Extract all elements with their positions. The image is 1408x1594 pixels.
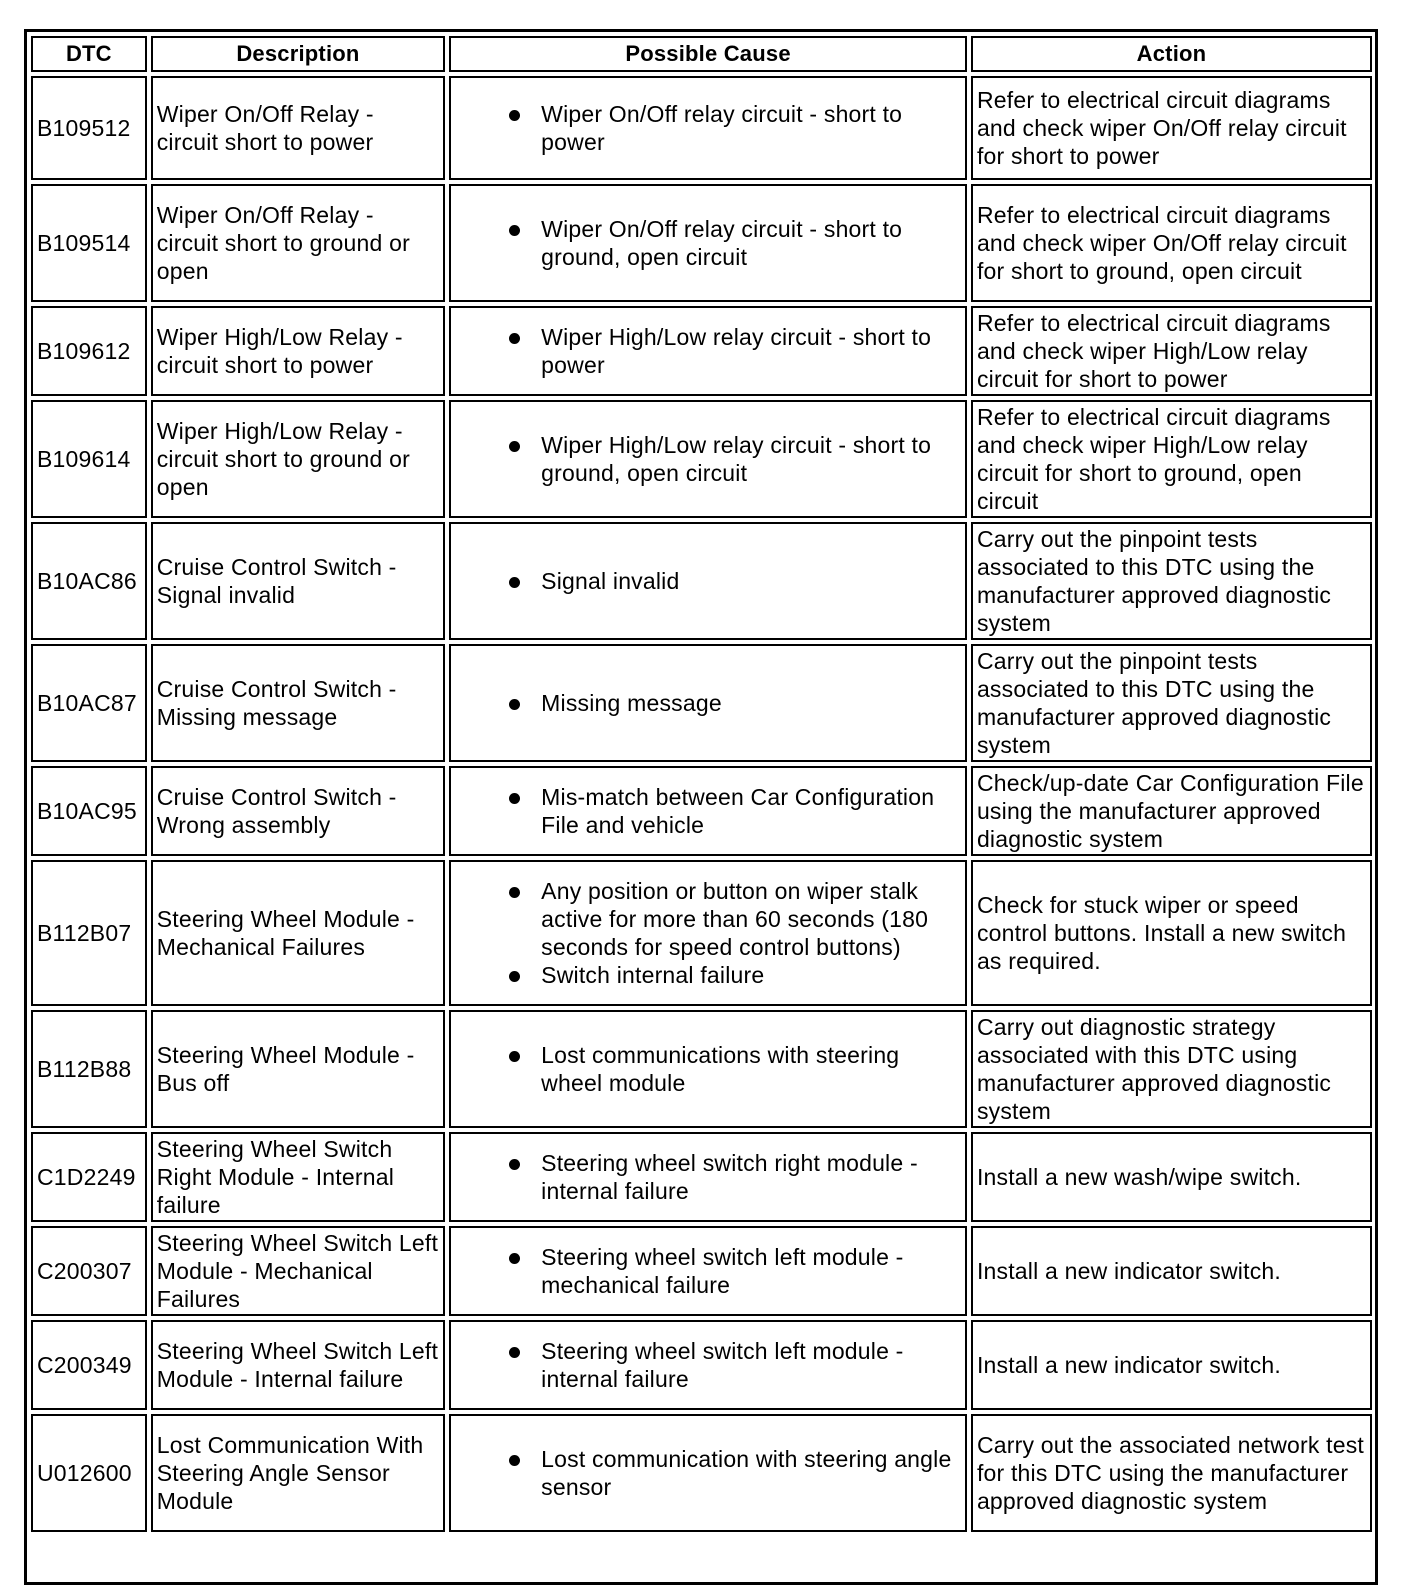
dtc-code: B10AC86 <box>31 522 147 640</box>
possible-cause <box>449 1010 967 1128</box>
table-row <box>31 1226 1372 1316</box>
possible-cause <box>449 1132 967 1222</box>
dtc-action: Refer to electrical circuit diagrams and check wiper On/Off relay circuit for short to ground, open circuit <box>971 184 1372 302</box>
dtc-code: C1D2249 <box>31 1132 147 1222</box>
cause-item: Missing message <box>541 689 961 717</box>
header-description: Description <box>151 36 445 72</box>
header-possible-cause: Possible Cause <box>449 36 967 72</box>
possible-cause <box>449 1414 967 1532</box>
possible-cause <box>449 400 967 518</box>
dtc-code: B10AC87 <box>31 644 147 762</box>
dtc-action: Refer to electrical circuit diagrams and check wiper On/Off relay circuit for short to power <box>971 76 1372 180</box>
dtc-description: Wiper On/Off Relay - circuit short to power <box>151 76 445 180</box>
table-row <box>31 76 1372 180</box>
cause-item: Wiper High/Low relay circuit - short to ground, open circuit <box>541 431 961 487</box>
dtc-action: Carry out the pinpoint tests associated to this DTC using the manufacturer approved diagnostic system <box>971 644 1372 762</box>
table-row <box>31 522 1372 640</box>
table-row <box>31 766 1372 856</box>
possible-cause <box>449 184 967 302</box>
cause-item: Steering wheel switch left module - mechanical failure <box>541 1243 961 1299</box>
cause-item: Mis-match between Car Configuration File and vehicle <box>541 783 961 839</box>
header-dtc: DTC <box>31 36 147 72</box>
table-row <box>31 644 1372 762</box>
dtc-action: Refer to electrical circuit diagrams and check wiper High/Low relay circuit for short to ground, open circuit <box>971 400 1372 518</box>
cause-list <box>455 323 961 379</box>
cause-item: Wiper High/Low relay circuit - short to power <box>541 323 961 379</box>
dtc-description: Steering Wheel Switch Right Module - Internal failure <box>151 1132 445 1222</box>
cause-item: Wiper On/Off relay circuit - short to ground, open circuit <box>541 215 961 271</box>
dtc-action: Check/up-date Car Configuration File using the manufacturer approved diagnostic system <box>971 766 1372 856</box>
dtc-action: Install a new wash/wipe switch. <box>971 1132 1372 1222</box>
possible-cause <box>449 76 967 180</box>
dtc-code: B109512 <box>31 76 147 180</box>
possible-cause <box>449 644 967 762</box>
table-row <box>31 1010 1372 1128</box>
cause-item: Any position or button on wiper stalk active for more than 60 seconds (180 seconds for speed control buttons) <box>541 877 961 961</box>
possible-cause <box>449 860 967 1006</box>
cause-item: Steering wheel switch left module - internal failure <box>541 1337 961 1393</box>
possible-cause <box>449 766 967 856</box>
cause-item: Wiper On/Off relay circuit - short to power <box>541 100 961 156</box>
dtc-code: B112B07 <box>31 860 147 1006</box>
dtc-action: Install a new indicator switch. <box>971 1226 1372 1316</box>
cause-list <box>455 877 961 989</box>
possible-cause <box>449 522 967 640</box>
table-row <box>31 1132 1372 1222</box>
dtc-code: U012600 <box>31 1414 147 1532</box>
cause-list <box>455 100 961 156</box>
dtc-description: Cruise Control Switch - Signal invalid <box>151 522 445 640</box>
dtc-action: Refer to electrical circuit diagrams and check wiper High/Low relay circuit for short to power <box>971 306 1372 396</box>
cause-item: Steering wheel switch right module - internal failure <box>541 1149 961 1205</box>
table-row <box>31 400 1372 518</box>
dtc-action: Carry out the associated network test for this DTC using the manufacturer approved diagnostic system <box>971 1414 1372 1532</box>
dtc-description: Steering Wheel Switch Left Module - Mechanical Failures <box>151 1226 445 1316</box>
dtc-action: Install a new indicator switch. <box>971 1320 1372 1410</box>
cause-list <box>455 1337 961 1393</box>
cause-list <box>455 431 961 487</box>
dtc-code: C200349 <box>31 1320 147 1410</box>
header-row <box>31 36 1372 72</box>
possible-cause <box>449 306 967 396</box>
cause-list <box>455 1445 961 1501</box>
possible-cause <box>449 1320 967 1410</box>
table-row <box>31 184 1372 302</box>
table-row <box>31 306 1372 396</box>
dtc-code: B109514 <box>31 184 147 302</box>
cause-item: Signal invalid <box>541 567 961 595</box>
dtc-code: B10AC95 <box>31 766 147 856</box>
table-row <box>31 1414 1372 1532</box>
dtc-description: Steering Wheel Switch Left Module - Internal failure <box>151 1320 445 1410</box>
dtc-description: Wiper High/Low Relay - circuit short to ground or open <box>151 400 445 518</box>
cause-list <box>455 689 961 717</box>
cause-list <box>455 783 961 839</box>
table-body <box>31 76 1372 1532</box>
dtc-description: Cruise Control Switch - Missing message <box>151 644 445 762</box>
dtc-description: Cruise Control Switch - Wrong assembly <box>151 766 445 856</box>
dtc-action: Carry out diagnostic strategy associated with this DTC using manufacturer approved diagnostic system <box>971 1010 1372 1128</box>
cause-list <box>455 567 961 595</box>
cause-item: Lost communication with steering angle sensor <box>541 1445 961 1501</box>
dtc-table <box>27 32 1376 1536</box>
dtc-action: Check for stuck wiper or speed control buttons. Install a new switch as required. <box>971 860 1372 1006</box>
table-row <box>31 860 1372 1006</box>
dtc-description: Steering Wheel Module - Bus off <box>151 1010 445 1128</box>
dtc-code: B109614 <box>31 400 147 518</box>
dtc-code: B112B88 <box>31 1010 147 1128</box>
table-row <box>31 1320 1372 1410</box>
possible-cause <box>449 1226 967 1316</box>
dtc-description: Wiper On/Off Relay - circuit short to ground or open <box>151 184 445 302</box>
cause-list <box>455 215 961 271</box>
cause-list <box>455 1149 961 1205</box>
cause-item: Lost communications with steering wheel module <box>541 1041 961 1097</box>
cause-list <box>455 1243 961 1299</box>
dtc-description: Wiper High/Low Relay - circuit short to power <box>151 306 445 396</box>
dtc-description: Lost Communication With Steering Angle Sensor Module <box>151 1414 445 1532</box>
cause-item: Switch internal failure <box>541 961 961 989</box>
dtc-action: Carry out the pinpoint tests associated to this DTC using the manufacturer approved diagnostic system <box>971 522 1372 640</box>
cause-list <box>455 1041 961 1097</box>
dtc-code: C200307 <box>31 1226 147 1316</box>
header-action: Action <box>971 36 1372 72</box>
dtc-code: B109612 <box>31 306 147 396</box>
dtc-description: Steering Wheel Module - Mechanical Failures <box>151 860 445 1006</box>
